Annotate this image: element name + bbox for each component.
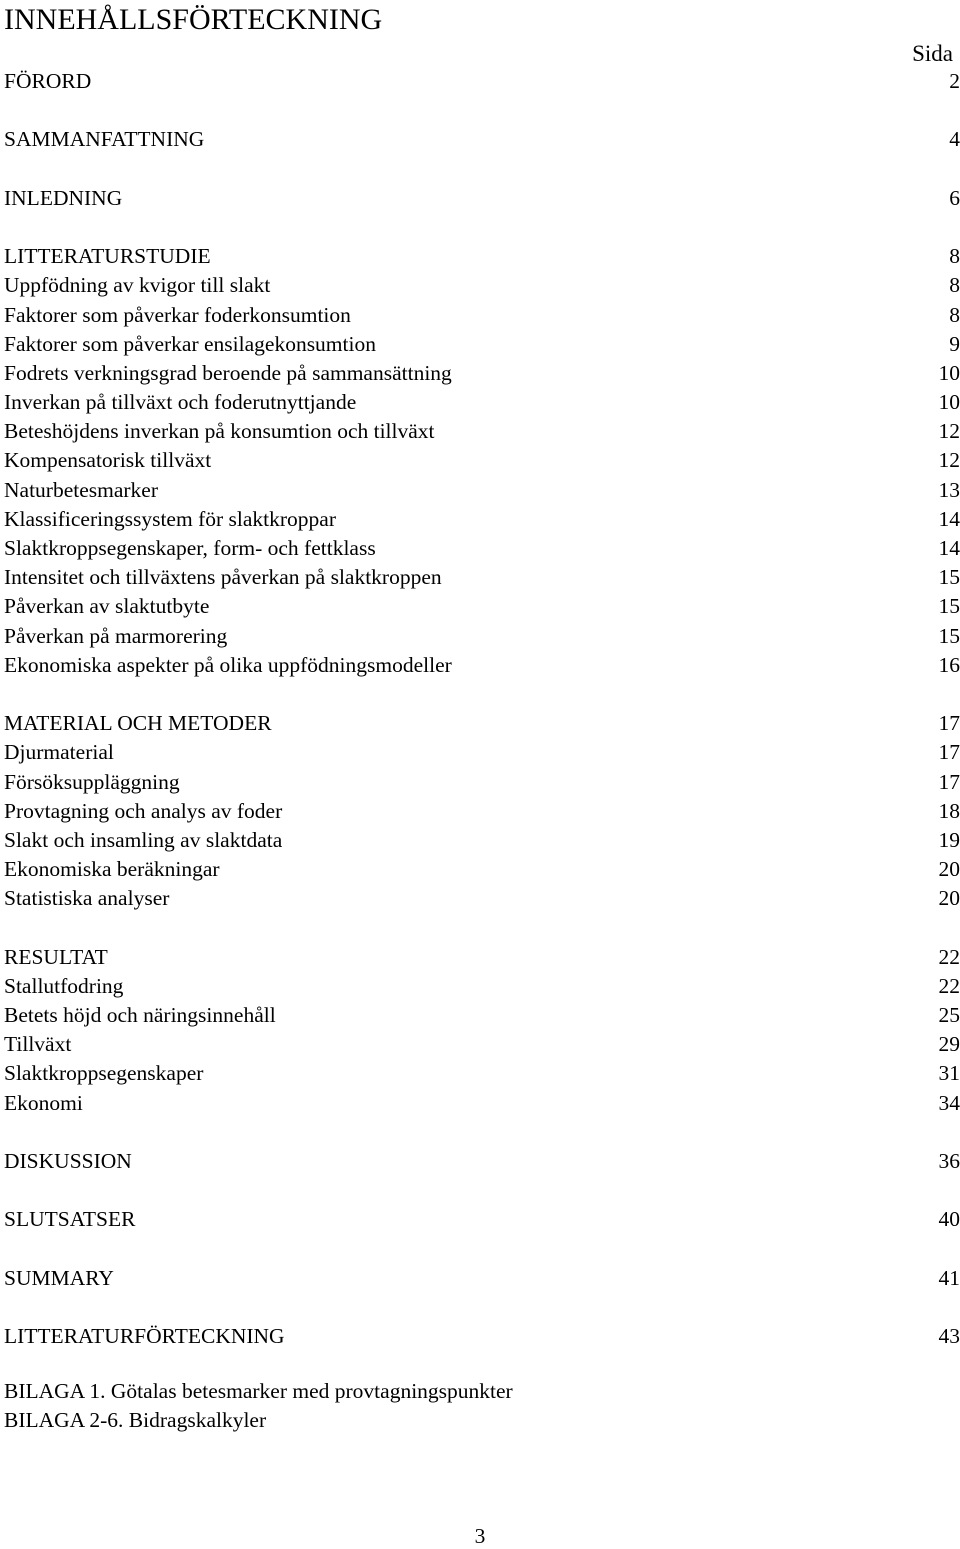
toc-entry-title: Faktorer som påverkar foderkonsumtion bbox=[4, 301, 351, 330]
toc-entry-page: 12 bbox=[939, 417, 960, 446]
toc-entry-page: 20 bbox=[939, 884, 960, 913]
toc-entry-page: 8 bbox=[949, 242, 960, 271]
toc-entry[interactable] bbox=[4, 563, 960, 592]
toc-entry-page: 9 bbox=[949, 330, 960, 359]
page-title: INNEHÅLLSFÖRTECKNING bbox=[4, 2, 382, 38]
toc-entry-title: Slaktkroppsegenskaper bbox=[4, 1059, 203, 1088]
toc-entry-title: Beteshöjdens inverkan på konsumtion och tillväxt bbox=[4, 417, 435, 446]
toc-entry-title: Uppfödning av kvigor till slakt bbox=[4, 271, 270, 300]
toc-entry[interactable] bbox=[4, 768, 960, 797]
toc-entry[interactable] bbox=[4, 388, 960, 417]
toc-entry-title: Kompensatorisk tillväxt bbox=[4, 446, 211, 475]
toc-entry-page: 22 bbox=[939, 972, 960, 1001]
toc-entry[interactable] bbox=[4, 359, 960, 388]
toc-entry-title: SUMMARY bbox=[4, 1264, 114, 1293]
toc-entry-page: 15 bbox=[939, 563, 960, 592]
toc-entry-forord[interactable] bbox=[4, 67, 960, 96]
toc-entry-page: 13 bbox=[939, 476, 960, 505]
toc-entry-diskussion[interactable] bbox=[4, 1147, 960, 1176]
toc-entry-page: 14 bbox=[939, 534, 960, 563]
toc-entry-page: 36 bbox=[939, 1147, 960, 1176]
toc-entry-page: 25 bbox=[939, 1001, 960, 1030]
toc-entry-page: 40 bbox=[939, 1205, 960, 1234]
toc-entry-summary[interactable] bbox=[4, 1264, 960, 1293]
toc-entry[interactable] bbox=[4, 271, 960, 300]
toc-entry-title: Slaktkroppsegenskaper, form- och fettklass bbox=[4, 534, 376, 563]
toc-entry[interactable] bbox=[4, 622, 960, 651]
toc-entry-page: 41 bbox=[939, 1264, 960, 1293]
toc-entry-page: 34 bbox=[939, 1089, 960, 1118]
toc-entry-title: LITTERATURSTUDIE bbox=[4, 242, 211, 271]
toc-entry-title: Betets höjd och näringsinnehåll bbox=[4, 1001, 276, 1030]
toc-entry-title: Klassificeringssystem för slaktkroppar bbox=[4, 505, 336, 534]
toc-entry-title: SAMMANFATTNING bbox=[4, 125, 204, 154]
toc-entry[interactable] bbox=[4, 826, 960, 855]
toc-entry-page: 4 bbox=[949, 125, 960, 154]
toc-entry-page: 17 bbox=[939, 738, 960, 767]
toc-entry-title: Ekonomiska beräkningar bbox=[4, 855, 220, 884]
toc-entry-title: Tillväxt bbox=[4, 1030, 71, 1059]
toc-entry-title: Inverkan på tillväxt och foderutnyttjande bbox=[4, 388, 356, 417]
toc-entry-page: 43 bbox=[939, 1322, 960, 1351]
toc-entry[interactable] bbox=[4, 1059, 960, 1088]
toc-entry-title: Djurmaterial bbox=[4, 738, 114, 767]
toc-entry-page: 15 bbox=[939, 592, 960, 621]
toc-entry[interactable] bbox=[4, 797, 960, 826]
toc-entry-page: 17 bbox=[939, 768, 960, 797]
toc-entry[interactable] bbox=[4, 476, 960, 505]
toc-entry-material-och-metoder[interactable] bbox=[4, 709, 960, 738]
toc-entry[interactable] bbox=[4, 505, 960, 534]
toc-entry-title: Slakt och insamling av slaktdata bbox=[4, 826, 282, 855]
toc-entry-title: Statistiska analyser bbox=[4, 884, 169, 913]
toc-entry-title: RESULTAT bbox=[4, 943, 108, 972]
toc-entry-litteraturforteckning[interactable] bbox=[4, 1322, 960, 1351]
page-number: 3 bbox=[0, 1523, 960, 1549]
toc-entry[interactable] bbox=[4, 972, 960, 1001]
toc-entry[interactable] bbox=[4, 1089, 960, 1118]
appendix-item[interactable]: BILAGA 1. Götalas betesmarker med provtagningspunkter bbox=[4, 1377, 513, 1406]
toc-entry-title: FÖRORD bbox=[4, 67, 91, 96]
toc-entry-page: 29 bbox=[939, 1030, 960, 1059]
toc-entry-page: 8 bbox=[949, 301, 960, 330]
toc-entry-page: 19 bbox=[939, 826, 960, 855]
appendix-item[interactable]: BILAGA 2-6. Bidragskalkyler bbox=[4, 1406, 513, 1435]
toc-entry[interactable] bbox=[4, 417, 960, 446]
toc-entry[interactable] bbox=[4, 592, 960, 621]
toc-entry-page: 17 bbox=[939, 709, 960, 738]
toc-entry-title: Provtagning och analys av foder bbox=[4, 797, 282, 826]
toc-entry-title: Påverkan av slaktutbyte bbox=[4, 592, 209, 621]
toc-entry-page: 14 bbox=[939, 505, 960, 534]
toc-entry-title: Ekonomiska aspekter på olika uppfödningsmodeller bbox=[4, 651, 452, 680]
toc-entry[interactable] bbox=[4, 534, 960, 563]
toc-entry-page: 22 bbox=[939, 943, 960, 972]
toc-entry-title: SLUTSATSER bbox=[4, 1205, 135, 1234]
toc-entry-page: 8 bbox=[949, 271, 960, 300]
table-of-contents bbox=[4, 67, 960, 1351]
appendix-list bbox=[4, 1377, 513, 1435]
toc-entry[interactable] bbox=[4, 1001, 960, 1030]
toc-entry-page: 6 bbox=[949, 184, 960, 213]
toc-entry-page: 2 bbox=[949, 67, 960, 96]
toc-entry-page: 15 bbox=[939, 622, 960, 651]
toc-entry-inledning[interactable] bbox=[4, 184, 960, 213]
toc-entry-title: Påverkan på marmorering bbox=[4, 622, 227, 651]
toc-entry-title: Faktorer som påverkar ensilagekonsumtion bbox=[4, 330, 376, 359]
toc-entry-title: Försöksuppläggning bbox=[4, 768, 180, 797]
toc-entry-litteraturstudie[interactable] bbox=[4, 242, 960, 271]
toc-entry[interactable] bbox=[4, 884, 960, 913]
toc-entry[interactable] bbox=[4, 651, 960, 680]
toc-entry-title: Fodrets verkningsgrad beroende på sammansättning bbox=[4, 359, 452, 388]
toc-entry-title: MATERIAL OCH METODER bbox=[4, 709, 272, 738]
toc-entry-title: Ekonomi bbox=[4, 1089, 83, 1118]
toc-entry-resultat[interactable] bbox=[4, 943, 960, 972]
toc-entry-title: LITTERATURFÖRTECKNING bbox=[4, 1322, 285, 1351]
toc-entry-page: 18 bbox=[939, 797, 960, 826]
toc-entry-page: 10 bbox=[939, 388, 960, 417]
toc-entry-page: 10 bbox=[939, 359, 960, 388]
page-column-label: Sida bbox=[912, 39, 953, 68]
toc-entry-page: 16 bbox=[939, 651, 960, 680]
toc-entry-title: Stallutfodring bbox=[4, 972, 123, 1001]
toc-entry-title: Intensitet och tillväxtens påverkan på slaktkroppen bbox=[4, 563, 442, 592]
toc-entry-title: DISKUSSION bbox=[4, 1147, 132, 1176]
toc-entry[interactable] bbox=[4, 1030, 960, 1059]
toc-entry-slutsatser[interactable] bbox=[4, 1205, 960, 1234]
toc-entry[interactable] bbox=[4, 738, 960, 767]
toc-entry[interactable] bbox=[4, 446, 960, 475]
toc-entry-sammanfattning[interactable] bbox=[4, 125, 960, 154]
toc-entry-title: INLEDNING bbox=[4, 184, 122, 213]
toc-entry-title: Naturbetesmarker bbox=[4, 476, 158, 505]
toc-entry-page: 12 bbox=[939, 446, 960, 475]
toc-entry-page: 31 bbox=[939, 1059, 960, 1088]
toc-entry[interactable] bbox=[4, 301, 960, 330]
toc-entry[interactable] bbox=[4, 855, 960, 884]
toc-entry[interactable] bbox=[4, 330, 960, 359]
toc-entry-page: 20 bbox=[939, 855, 960, 884]
